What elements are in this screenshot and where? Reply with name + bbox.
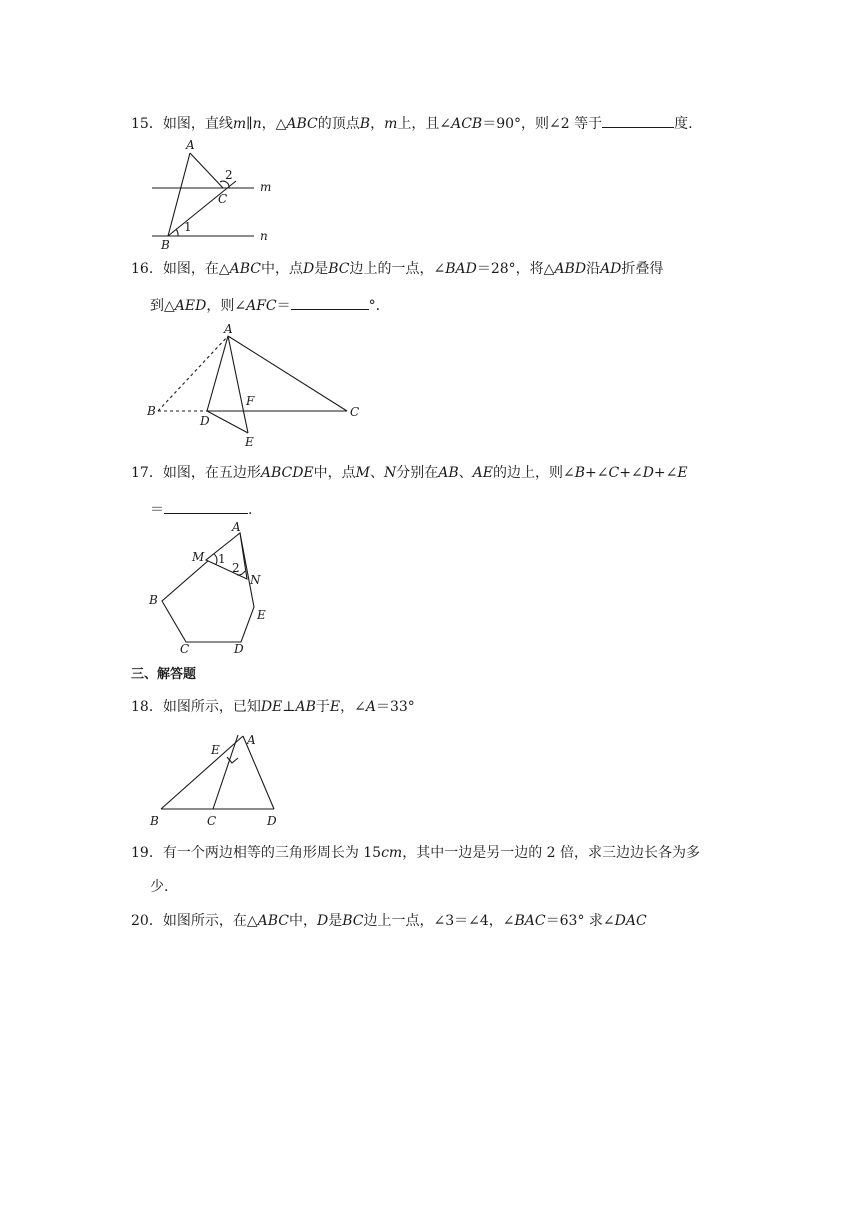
label-1: 1 [184, 220, 192, 234]
q18-text: 18．如图所示，已知DE⊥AB于E，∠A＝33° [131, 699, 415, 715]
q15-figure [140, 133, 300, 253]
label-1: 1 [218, 552, 226, 566]
label-A: A [232, 520, 241, 534]
label-C: C [350, 405, 360, 419]
segment-de [207, 411, 248, 433]
angle-1-arc [176, 229, 178, 236]
q19-text-line2: 少. [150, 879, 169, 895]
label-C: C [218, 192, 228, 206]
label-E: E [257, 608, 266, 622]
label-2: 2 [232, 561, 240, 575]
label-N: N [250, 573, 261, 587]
q15-answer-blank[interactable] [602, 111, 674, 128]
label-n: n [260, 229, 268, 243]
segment-ae [228, 336, 248, 433]
label-D: D [200, 414, 210, 428]
label-B: B [161, 238, 170, 252]
q19-text-line1: 19．有一个两边相等的三角形周长为 15cm，其中一边是另一边的 2 倍，求三边边长各为多 [131, 845, 701, 861]
q18-figure [140, 727, 300, 829]
triangle-amn [206, 533, 247, 579]
q16-figure [140, 322, 370, 447]
label-B: B [149, 593, 158, 607]
segment-ad [207, 336, 228, 411]
q17-text-line1: 17．如图，在五边形ABCDE中，点M、N分别在AB、AE的边上，则∠B+∠C+∠D+∠E [131, 465, 688, 481]
q17-answer-blank[interactable] [164, 497, 248, 514]
section-heading: 三、解答题 [131, 667, 197, 682]
q16-text-line2: 到△AED，则∠AFC＝ °． [150, 293, 390, 316]
label-A: A [247, 733, 256, 747]
label-A: A [224, 322, 233, 336]
label-B: B [147, 404, 156, 418]
segment-bc [168, 181, 236, 236]
q17-text-line2: ＝ . [150, 497, 252, 520]
label-2: 2 [225, 168, 233, 182]
label-D: D [234, 642, 244, 656]
q15-text: 15．如图，直线m∥n，△ABC的顶点B，m上，且∠ACB＝90°，则∠2 等于 度. [131, 111, 693, 134]
q17-figure [140, 519, 280, 657]
label-B: B [150, 814, 159, 828]
label-A: A [186, 138, 195, 152]
segment-ac [190, 153, 223, 188]
label-D: D [267, 814, 277, 828]
label-C: C [180, 642, 190, 656]
q20-text: 20．如图所示，在△ABC中，D是BC边上一点，∠3＝∠4，∠BAC＝63° 求∠DAC [131, 913, 647, 929]
label-E: E [211, 743, 220, 757]
label-m: m [260, 180, 272, 194]
segment-ba [161, 736, 243, 809]
label-C: C [207, 814, 217, 828]
q16-text-line1: 16．如图，在△ABC中，点D是BC边上的一点，∠BAD＝28°，将△ABD沿AD折叠得 [131, 261, 664, 277]
label-E: E [245, 435, 254, 449]
q16-answer-blank[interactable] [291, 293, 369, 310]
label-F: F [246, 394, 255, 408]
label-M: M [192, 550, 205, 564]
